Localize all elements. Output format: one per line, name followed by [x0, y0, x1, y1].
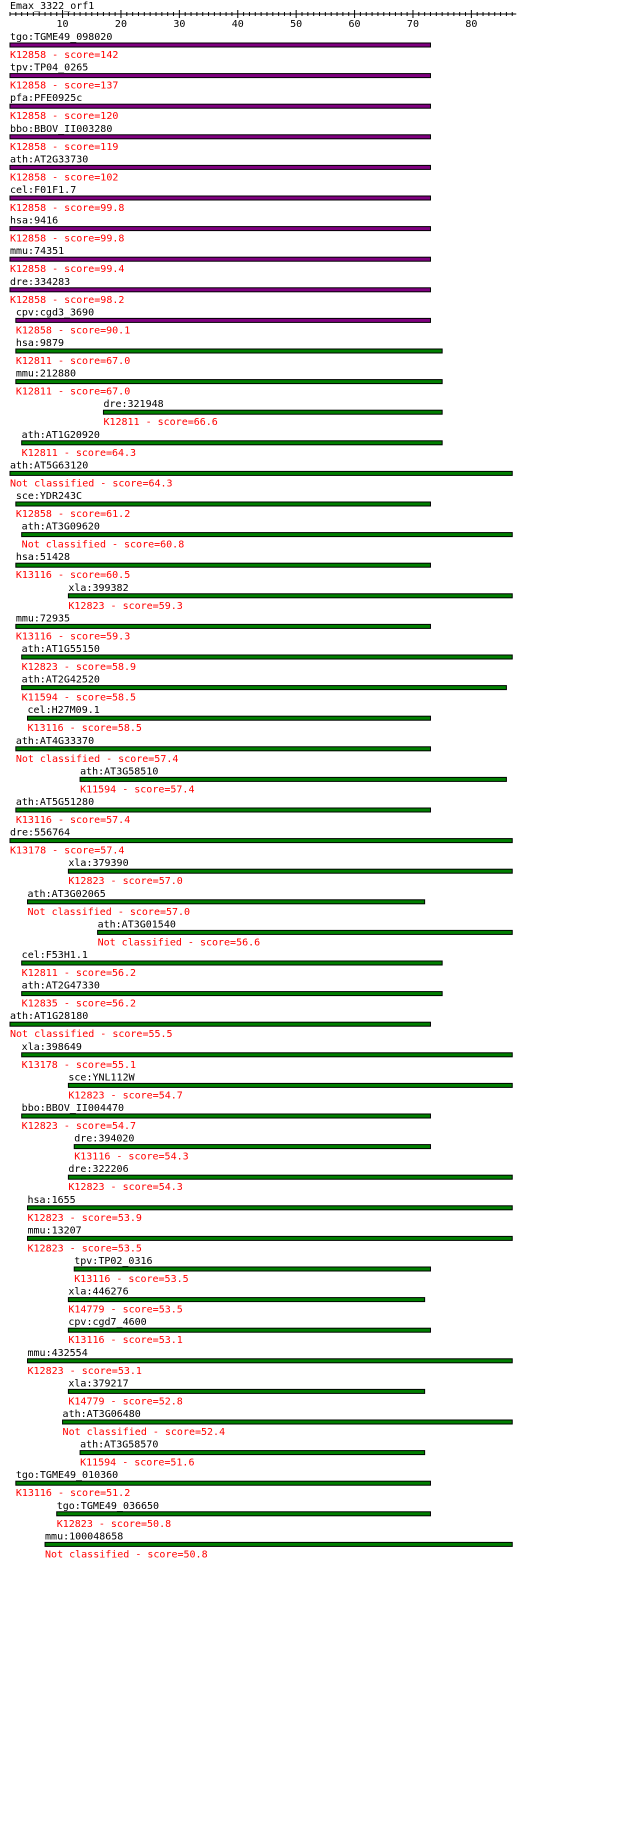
- hit-score-label: K14779 - score=52.8: [68, 1396, 183, 1408]
- hit-name[interactable]: ath:AT3G02065: [27, 888, 106, 900]
- hit-bar[interactable]: [103, 410, 442, 414]
- hit-name[interactable]: ath:AT2G33730: [10, 154, 89, 166]
- ruler-tick-label: 50: [290, 19, 303, 30]
- hit-name[interactable]: ath:AT3G09620: [21, 521, 100, 533]
- hit-bar[interactable]: [68, 1328, 430, 1332]
- hit-row: [57, 1501, 431, 1530]
- hit-name[interactable]: ath:AT4G33370: [15, 735, 95, 747]
- hit-bar[interactable]: [22, 686, 507, 690]
- hit-name[interactable]: tgo:TGME49_098020: [10, 32, 113, 43]
- hit-bar[interactable]: [68, 1298, 424, 1302]
- hit-score-label: K12811 - score=64.3: [21, 447, 137, 459]
- hit-score-label: Not classified - score=57.0: [27, 906, 191, 918]
- hit-list: [10, 32, 512, 1560]
- hit-score-label: K12858 - score=142: [10, 50, 119, 61]
- hit-row: [16, 797, 431, 826]
- hit-row: [80, 1440, 425, 1469]
- hit-row: [16, 338, 442, 367]
- hit-score-label: K12858 - score=98.2: [10, 294, 125, 306]
- hit-row: [28, 1348, 513, 1377]
- hit-bar[interactable]: [68, 1175, 512, 1179]
- hit-row: [98, 919, 513, 948]
- hit-bar[interactable]: [10, 165, 430, 169]
- hit-name[interactable]: xla:398649: [21, 1041, 82, 1053]
- hit-score-label: Not classified - score=57.4: [15, 753, 179, 765]
- hit-score-label: K12811 - score=56.2: [21, 968, 137, 979]
- query-name: Emax_3322_orf1: [10, 1, 95, 12]
- hit-name[interactable]: ath:AT3G58570: [80, 1439, 159, 1451]
- hit-score-label: K11594 - score=58.5: [21, 692, 137, 704]
- hit-bar[interactable]: [68, 594, 512, 598]
- hit-row: [16, 613, 431, 642]
- hit-score-label: K12835 - score=56.2: [21, 998, 137, 1010]
- hit-score-label: K13116 - score=51.2: [15, 1488, 131, 1500]
- hit-name[interactable]: ath:AT2G47330: [21, 980, 100, 992]
- ruler-tick-label: 10: [56, 19, 69, 30]
- hit-row: [74, 1256, 430, 1285]
- hit-row: [22, 981, 442, 1010]
- hit-row: [28, 889, 425, 918]
- hit-bar[interactable]: [16, 747, 431, 751]
- hit-name[interactable]: tpv:TP02_0316: [74, 1256, 153, 1267]
- hit-bar[interactable]: [10, 43, 430, 47]
- hit-bar[interactable]: [10, 135, 430, 139]
- hit-row: [10, 124, 430, 153]
- hit-score-label: K12858 - score=90.1: [15, 325, 131, 337]
- hit-score-label: K14779 - score=53.5: [68, 1304, 183, 1316]
- hit-row: [22, 950, 442, 979]
- hit-name[interactable]: dre:394020: [74, 1133, 135, 1145]
- hit-name[interactable]: mmu:74351: [10, 246, 65, 258]
- hit-row: [68, 1164, 512, 1193]
- hit-bar[interactable]: [10, 1022, 430, 1026]
- hit-row: [22, 1042, 513, 1071]
- hit-score-label: K12858 - score=99.4: [10, 264, 125, 276]
- hit-bar[interactable]: [16, 1481, 431, 1485]
- hit-score-label: K12823 - score=59.3: [68, 600, 183, 612]
- hit-score-label: K13116 - score=53.5: [74, 1274, 189, 1285]
- hit-score-label: K12823 - score=54.3: [68, 1182, 183, 1194]
- hit-row: [10, 32, 430, 61]
- hit-bar[interactable]: [16, 808, 431, 812]
- hit-name[interactable]: cel:F01F1.7: [10, 185, 77, 196]
- hit-bar[interactable]: [10, 471, 512, 475]
- hit-bar[interactable]: [16, 502, 431, 506]
- hit-score-label: Not classified - score=55.5: [10, 1029, 173, 1041]
- hit-name[interactable]: xla:399382: [68, 582, 129, 594]
- hit-name[interactable]: cpv:cgd3_3690: [15, 307, 95, 319]
- ruler-tick-label: 30: [173, 19, 186, 30]
- hit-score-label: Not classified - score=52.4: [62, 1427, 226, 1438]
- hit-score-label: K12858 - score=120: [10, 111, 119, 123]
- hit-score-label: K13116 - score=54.3: [74, 1151, 189, 1163]
- hit-name[interactable]: hsa:51428: [15, 552, 71, 564]
- hit-score-label: K12858 - score=119: [10, 141, 119, 153]
- hit-name[interactable]: ath:AT5G51280: [15, 797, 95, 808]
- hit-row: [22, 675, 507, 704]
- hit-row: [68, 583, 512, 612]
- hit-name[interactable]: ath:AT1G28180: [10, 1011, 89, 1023]
- hit-score-label: K12823 - score=50.8: [56, 1518, 172, 1530]
- hit-bar[interactable]: [28, 1359, 513, 1363]
- hit-bar[interactable]: [16, 563, 431, 567]
- hit-name[interactable]: hsa:9416: [10, 215, 59, 227]
- hit-score-label: K13178 - score=55.1: [21, 1059, 137, 1071]
- hit-score-label: K12858 - score=137: [10, 80, 119, 92]
- hit-row: [16, 1470, 431, 1499]
- hit-name[interactable]: ath:AT3G06480: [62, 1409, 141, 1420]
- hit-name[interactable]: cpv:cgd7_4600: [68, 1317, 147, 1329]
- hit-name[interactable]: sce:YDR243C: [15, 491, 83, 502]
- hit-score-label: K13116 - score=59.3: [15, 631, 131, 643]
- hit-score-label: Not classified - score=64.3: [10, 478, 173, 490]
- hit-name[interactable]: xla:379217: [68, 1378, 129, 1390]
- hit-row: [10, 460, 512, 489]
- hit-score-label: K12823 - score=58.9: [21, 662, 137, 673]
- ruler-tick-label: 20: [114, 19, 127, 30]
- hit-row: [16, 307, 431, 336]
- hit-name[interactable]: tgo:TGME49_010360: [15, 1470, 119, 1482]
- hit-name[interactable]: mmu:13207: [27, 1225, 82, 1237]
- hit-bar[interactable]: [74, 1145, 430, 1149]
- hit-name[interactable]: ath:AT2G42520: [21, 674, 100, 686]
- hit-score-label: K12823 - score=53.5: [27, 1243, 142, 1255]
- hit-name[interactable]: xla:446276: [68, 1286, 129, 1298]
- hit-score-label: K11594 - score=57.4: [80, 784, 195, 796]
- hit-score-label: Not classified - score=50.8: [45, 1549, 208, 1561]
- hit-row: [80, 766, 506, 795]
- hit-score-label: K12823 - score=53.1: [27, 1365, 142, 1377]
- hit-bar[interactable]: [80, 777, 506, 781]
- ruler-tick-label: 40: [231, 19, 244, 30]
- hit-score-label: Not classified - score=56.6: [97, 937, 261, 949]
- hit-bar[interactable]: [68, 1083, 512, 1087]
- hit-bar[interactable]: [22, 961, 442, 965]
- hit-row: [68, 1378, 424, 1407]
- hit-name[interactable]: hsa:1655: [27, 1194, 76, 1206]
- hit-score-label: K12858 - score=99.8: [10, 203, 125, 214]
- hit-score-label: K12823 - score=54.7: [21, 1121, 137, 1132]
- hit-row: [10, 63, 430, 92]
- hit-score-label: K11594 - score=51.6: [80, 1457, 195, 1469]
- hit-row: [22, 644, 513, 673]
- ruler-tick-label: 60: [348, 19, 361, 30]
- hit-name[interactable]: mmu:72935: [15, 613, 71, 625]
- hit-score-label: K13116 - score=60.5: [15, 570, 131, 582]
- hit-name[interactable]: pfa:PFE0925c: [10, 93, 83, 105]
- hit-score-label: K12823 - score=53.9: [27, 1212, 142, 1224]
- hit-name[interactable]: dre:321948: [103, 399, 164, 411]
- hit-row: [10, 246, 430, 275]
- hit-name[interactable]: sce:YNL112W: [68, 1072, 135, 1084]
- hit-bar[interactable]: [45, 1542, 512, 1546]
- position-ruler: [10, 10, 516, 30]
- hit-bar[interactable]: [10, 839, 512, 843]
- hit-bar[interactable]: [28, 900, 425, 904]
- hit-bar[interactable]: [28, 1236, 513, 1240]
- hit-row: [28, 705, 431, 734]
- hit-score-label: K12823 - score=54.7: [68, 1090, 183, 1102]
- hit-bar[interactable]: [80, 1451, 425, 1455]
- hit-row: [16, 369, 442, 398]
- hit-score-label: K12811 - score=67.0: [15, 356, 131, 367]
- hit-row: [10, 93, 430, 122]
- hit-name[interactable]: ath:AT1G55150: [21, 644, 100, 655]
- hit-bar[interactable]: [16, 624, 431, 628]
- hit-score-label: K12858 - score=61.2: [15, 509, 131, 520]
- hit-row: [10, 216, 430, 245]
- hit-score-label: K13116 - score=57.4: [15, 815, 131, 826]
- hit-row: [10, 154, 430, 183]
- hit-name[interactable]: hsa:9879: [15, 338, 65, 349]
- ruler-tick-label: 80: [465, 19, 478, 30]
- hit-score-label: Not classified - score=60.8: [21, 539, 185, 551]
- hit-bar[interactable]: [10, 227, 430, 231]
- ruler-tick-label: 70: [406, 19, 419, 30]
- hit-row: [22, 522, 513, 551]
- hit-row: [68, 1072, 512, 1101]
- hit-row: [10, 185, 430, 214]
- hit-bar[interactable]: [98, 930, 513, 934]
- hit-row: [10, 1011, 430, 1040]
- hit-bar[interactable]: [10, 196, 430, 200]
- hit-name[interactable]: bbo:BBOV_II004470: [21, 1103, 125, 1114]
- hit-name[interactable]: tpv:TP04_0265: [10, 62, 89, 74]
- hit-name[interactable]: ath:AT5G63120: [10, 460, 89, 472]
- hit-row: [74, 1134, 430, 1163]
- hit-bar[interactable]: [10, 104, 430, 108]
- hit-name[interactable]: mmu:432554: [27, 1347, 88, 1359]
- hit-name[interactable]: dre:556764: [10, 827, 71, 839]
- hit-name[interactable]: bbo:BBOV_II003280: [10, 123, 113, 135]
- hit-row: [63, 1409, 513, 1438]
- hit-row: [16, 552, 431, 581]
- hit-bar[interactable]: [28, 1206, 513, 1210]
- hit-bar[interactable]: [22, 533, 513, 537]
- hit-bar[interactable]: [16, 380, 442, 384]
- hit-score-label: K13116 - score=53.1: [68, 1335, 183, 1347]
- hit-name[interactable]: dre:334283: [10, 276, 71, 288]
- hit-bar[interactable]: [16, 318, 431, 322]
- hit-name[interactable]: mmu:100048658: [45, 1531, 124, 1543]
- hit-score-label: K12823 - score=57.0: [68, 876, 183, 888]
- hit-row: [28, 1195, 513, 1224]
- hit-bar[interactable]: [22, 992, 442, 996]
- hit-bar[interactable]: [10, 288, 430, 292]
- hit-score-label: K12811 - score=67.0: [15, 386, 131, 398]
- hit-name[interactable]: ath:AT3G58510: [80, 766, 159, 778]
- hit-bar[interactable]: [10, 257, 430, 261]
- hit-row: [16, 736, 431, 765]
- hit-name[interactable]: dre:322206: [68, 1164, 129, 1176]
- hit-bar[interactable]: [22, 441, 442, 445]
- hit-bar[interactable]: [28, 716, 431, 720]
- hit-score-label: K12858 - score=102: [10, 172, 119, 184]
- hit-row: [68, 1317, 430, 1346]
- hit-score-label: K13178 - score=57.4: [10, 845, 125, 857]
- hit-score-label: K13116 - score=58.5: [27, 723, 142, 735]
- hit-row: [68, 858, 512, 887]
- hit-row: [28, 1225, 513, 1254]
- hit-name[interactable]: cel:F53H1.1: [21, 950, 88, 961]
- hit-bar[interactable]: [16, 349, 442, 353]
- hit-name[interactable]: tgo:TGME49_036650: [56, 1500, 160, 1512]
- hit-name[interactable]: ath:AT1G20920: [21, 429, 100, 441]
- hit-bar[interactable]: [22, 1114, 431, 1118]
- hit-name[interactable]: ath:AT3G01540: [97, 919, 176, 931]
- hit-name[interactable]: mmu:212880: [15, 368, 77, 380]
- hit-bar[interactable]: [57, 1512, 431, 1516]
- hit-name[interactable]: xla:379390: [68, 858, 129, 870]
- hit-bar[interactable]: [68, 1389, 424, 1393]
- hit-name[interactable]: cel:H27M09.1: [27, 705, 100, 717]
- hit-row: [22, 1103, 431, 1132]
- hit-row: [22, 430, 442, 459]
- hit-bar[interactable]: [22, 655, 513, 659]
- hit-row: [68, 1287, 424, 1316]
- hit-bar[interactable]: [68, 869, 512, 873]
- hit-row: [10, 277, 430, 306]
- hit-row: [16, 491, 431, 520]
- hit-score-label: K12858 - score=99.8: [10, 233, 125, 245]
- hit-row: [45, 1531, 512, 1560]
- hit-score-label: K12811 - score=66.6: [103, 417, 218, 429]
- hit-bar[interactable]: [10, 74, 430, 78]
- hit-bar[interactable]: [22, 1053, 513, 1057]
- hit-row: [103, 399, 442, 428]
- hit-bar[interactable]: [63, 1420, 513, 1424]
- hit-bar[interactable]: [74, 1267, 430, 1271]
- hit-row: [10, 828, 512, 857]
